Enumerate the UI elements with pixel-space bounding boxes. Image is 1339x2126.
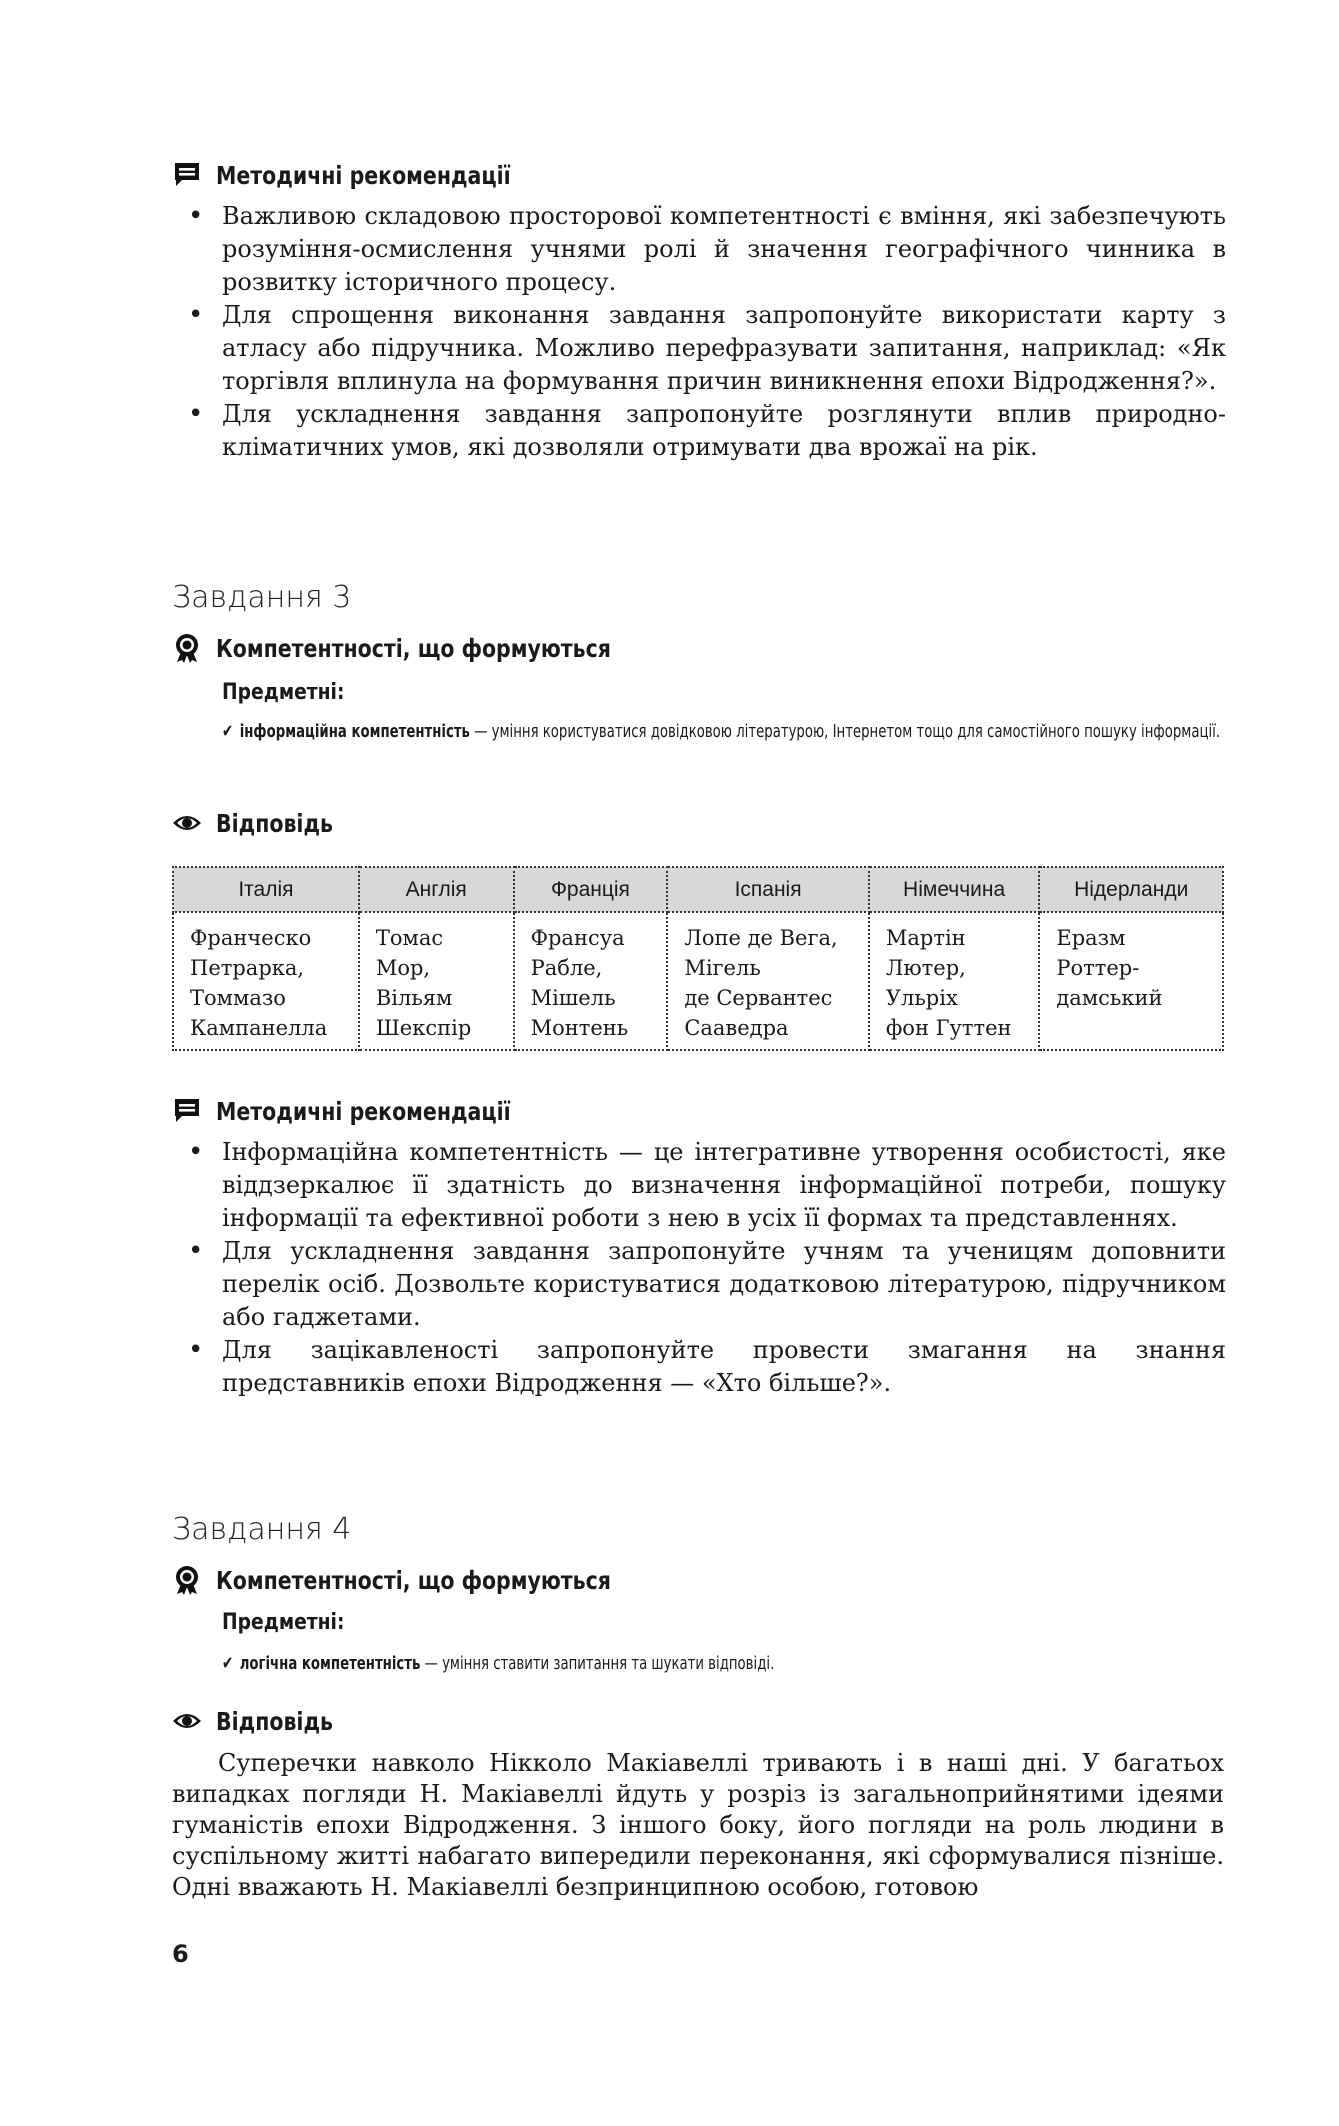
- column-header: Англія: [359, 867, 514, 912]
- answer-label: Відповідь: [216, 808, 333, 838]
- recommendations-list-1: [186, 200, 1226, 464]
- task-4-title: Завдання 4: [172, 1512, 352, 1547]
- list-item: • Для зацікавленості запропонуйте провести змагання на знання представників епохи Відродження — «Хто більше?».: [186, 1334, 1226, 1400]
- column-header: Нідерланди: [1039, 867, 1223, 912]
- competence-text: — уміння ставити запитання та шукати відповіді.: [420, 1653, 775, 1674]
- table-cell: Франческо Петрарка, Томмазо Кампанелла: [173, 912, 359, 1050]
- speech-bubble-icon: [172, 160, 202, 190]
- task-3-title: Завдання 3: [172, 580, 352, 615]
- recommendations-heading-1: [172, 160, 575, 190]
- recommendations-heading-2: [172, 1096, 575, 1126]
- eye-icon: [172, 1706, 202, 1736]
- table-cell: Лопе де Вега, Мігель де Сервантес Сааведра: [667, 912, 869, 1050]
- subject-competences-label: Предметні:: [222, 680, 345, 705]
- recommendations-list-2: [186, 1136, 1226, 1400]
- competence-term: логічна компетентність: [239, 1653, 421, 1674]
- table-cell: Еразм Роттер- дамський: [1039, 912, 1223, 1050]
- column-header: Італія: [173, 867, 359, 912]
- list-item: • Інформаційна компетентність — це інтегративне утворення особистості, яке віддзеркалює її здатність до визначення інформаційної потреби, пошуку інформації та ефективної роботи з нею в усіх її формах та представленнях.: [186, 1136, 1226, 1235]
- table-cell: Франсуа Рабле, Мішель Монтень: [514, 912, 668, 1050]
- competence-heading-4: [172, 1565, 698, 1595]
- award-rosette-icon: [172, 1565, 202, 1595]
- eye-icon: [172, 808, 202, 838]
- answer-table: [172, 866, 1224, 1051]
- competence-term: інформаційна компетентність: [239, 721, 470, 742]
- page-number: 6: [172, 1940, 189, 1968]
- subject-competences-label: Предметні:: [222, 1610, 345, 1635]
- column-header: Німеччина: [869, 867, 1040, 912]
- checkmark-icon: ✔: [222, 1653, 234, 1674]
- competence-label: Компетентності, що формуються: [216, 1565, 611, 1595]
- list-item: • Для спрощення виконання завдання запропонуйте використати карту з атласу або підручника. Можливо перефразувати запитання, наприклад: «Як торгівля вплинула на формування причин виникнення епохи Відродження?».: [186, 299, 1226, 398]
- list-item: • Важливою складовою просторової компетентності є вміння, які забезпечують розуміння-осмислення учнями ролі й значення географічного чинника в розвитку історичного процесу.: [186, 200, 1226, 299]
- answer-label: Відповідь: [216, 1706, 333, 1736]
- list-item: • Для ускладнення завдання запропонуйте учням та ученицям доповнити перелік осіб. Дозвольте користуватися додатковою літературою, підручником або гаджетами.: [186, 1235, 1226, 1334]
- competence-description: [222, 716, 1222, 748]
- recommendations-label: Методичні рекомендації: [216, 1096, 511, 1126]
- list-item: • Для ускладнення завдання запропонуйте розглянути вплив природно-кліматичних умов, які дозволяли отримувати два врожаї на рік.: [186, 398, 1226, 464]
- answer-paragraph: Суперечки навколо Нікколо Макіавеллі тривають і в наші дні. У багатьох випадках погляди Н. Макіавеллі йдуть у розріз із загальноприйнятими ідеями гуманістів епохи Відродження. З іншого боку, його погляди на роль людини в суспільному житті набагато випередили переконання, які сформувалися пізніше. Одні вважають Н. Макіавеллі безпринципною особою, готовою: [172, 1749, 1224, 1901]
- table-row: [173, 912, 1223, 1050]
- column-header: Франція: [514, 867, 668, 912]
- competence-text: — уміння користуватися довідковою літературою, Інтернетом тощо для самостійного пошуку інформації.: [469, 721, 1221, 742]
- award-rosette-icon: [172, 633, 202, 663]
- table-cell: Мартін Лютер, Ульріх фон Гуттен: [869, 912, 1040, 1050]
- answer-heading-4: [172, 1706, 359, 1736]
- competence-label: Компетентності, що формуються: [216, 633, 611, 663]
- checkmark-icon: ✔: [222, 721, 234, 742]
- table-cell: Томас Мор, Вільям Шекспір: [359, 912, 514, 1050]
- table-header-row: [173, 867, 1223, 912]
- recommendations-label: Методичні рекомендації: [216, 160, 511, 190]
- answer-heading-3: [172, 808, 359, 838]
- column-header: Іспанія: [667, 867, 869, 912]
- competence-description: [222, 1648, 1222, 1680]
- speech-bubble-icon: [172, 1096, 202, 1126]
- competence-heading-3: [172, 633, 698, 663]
